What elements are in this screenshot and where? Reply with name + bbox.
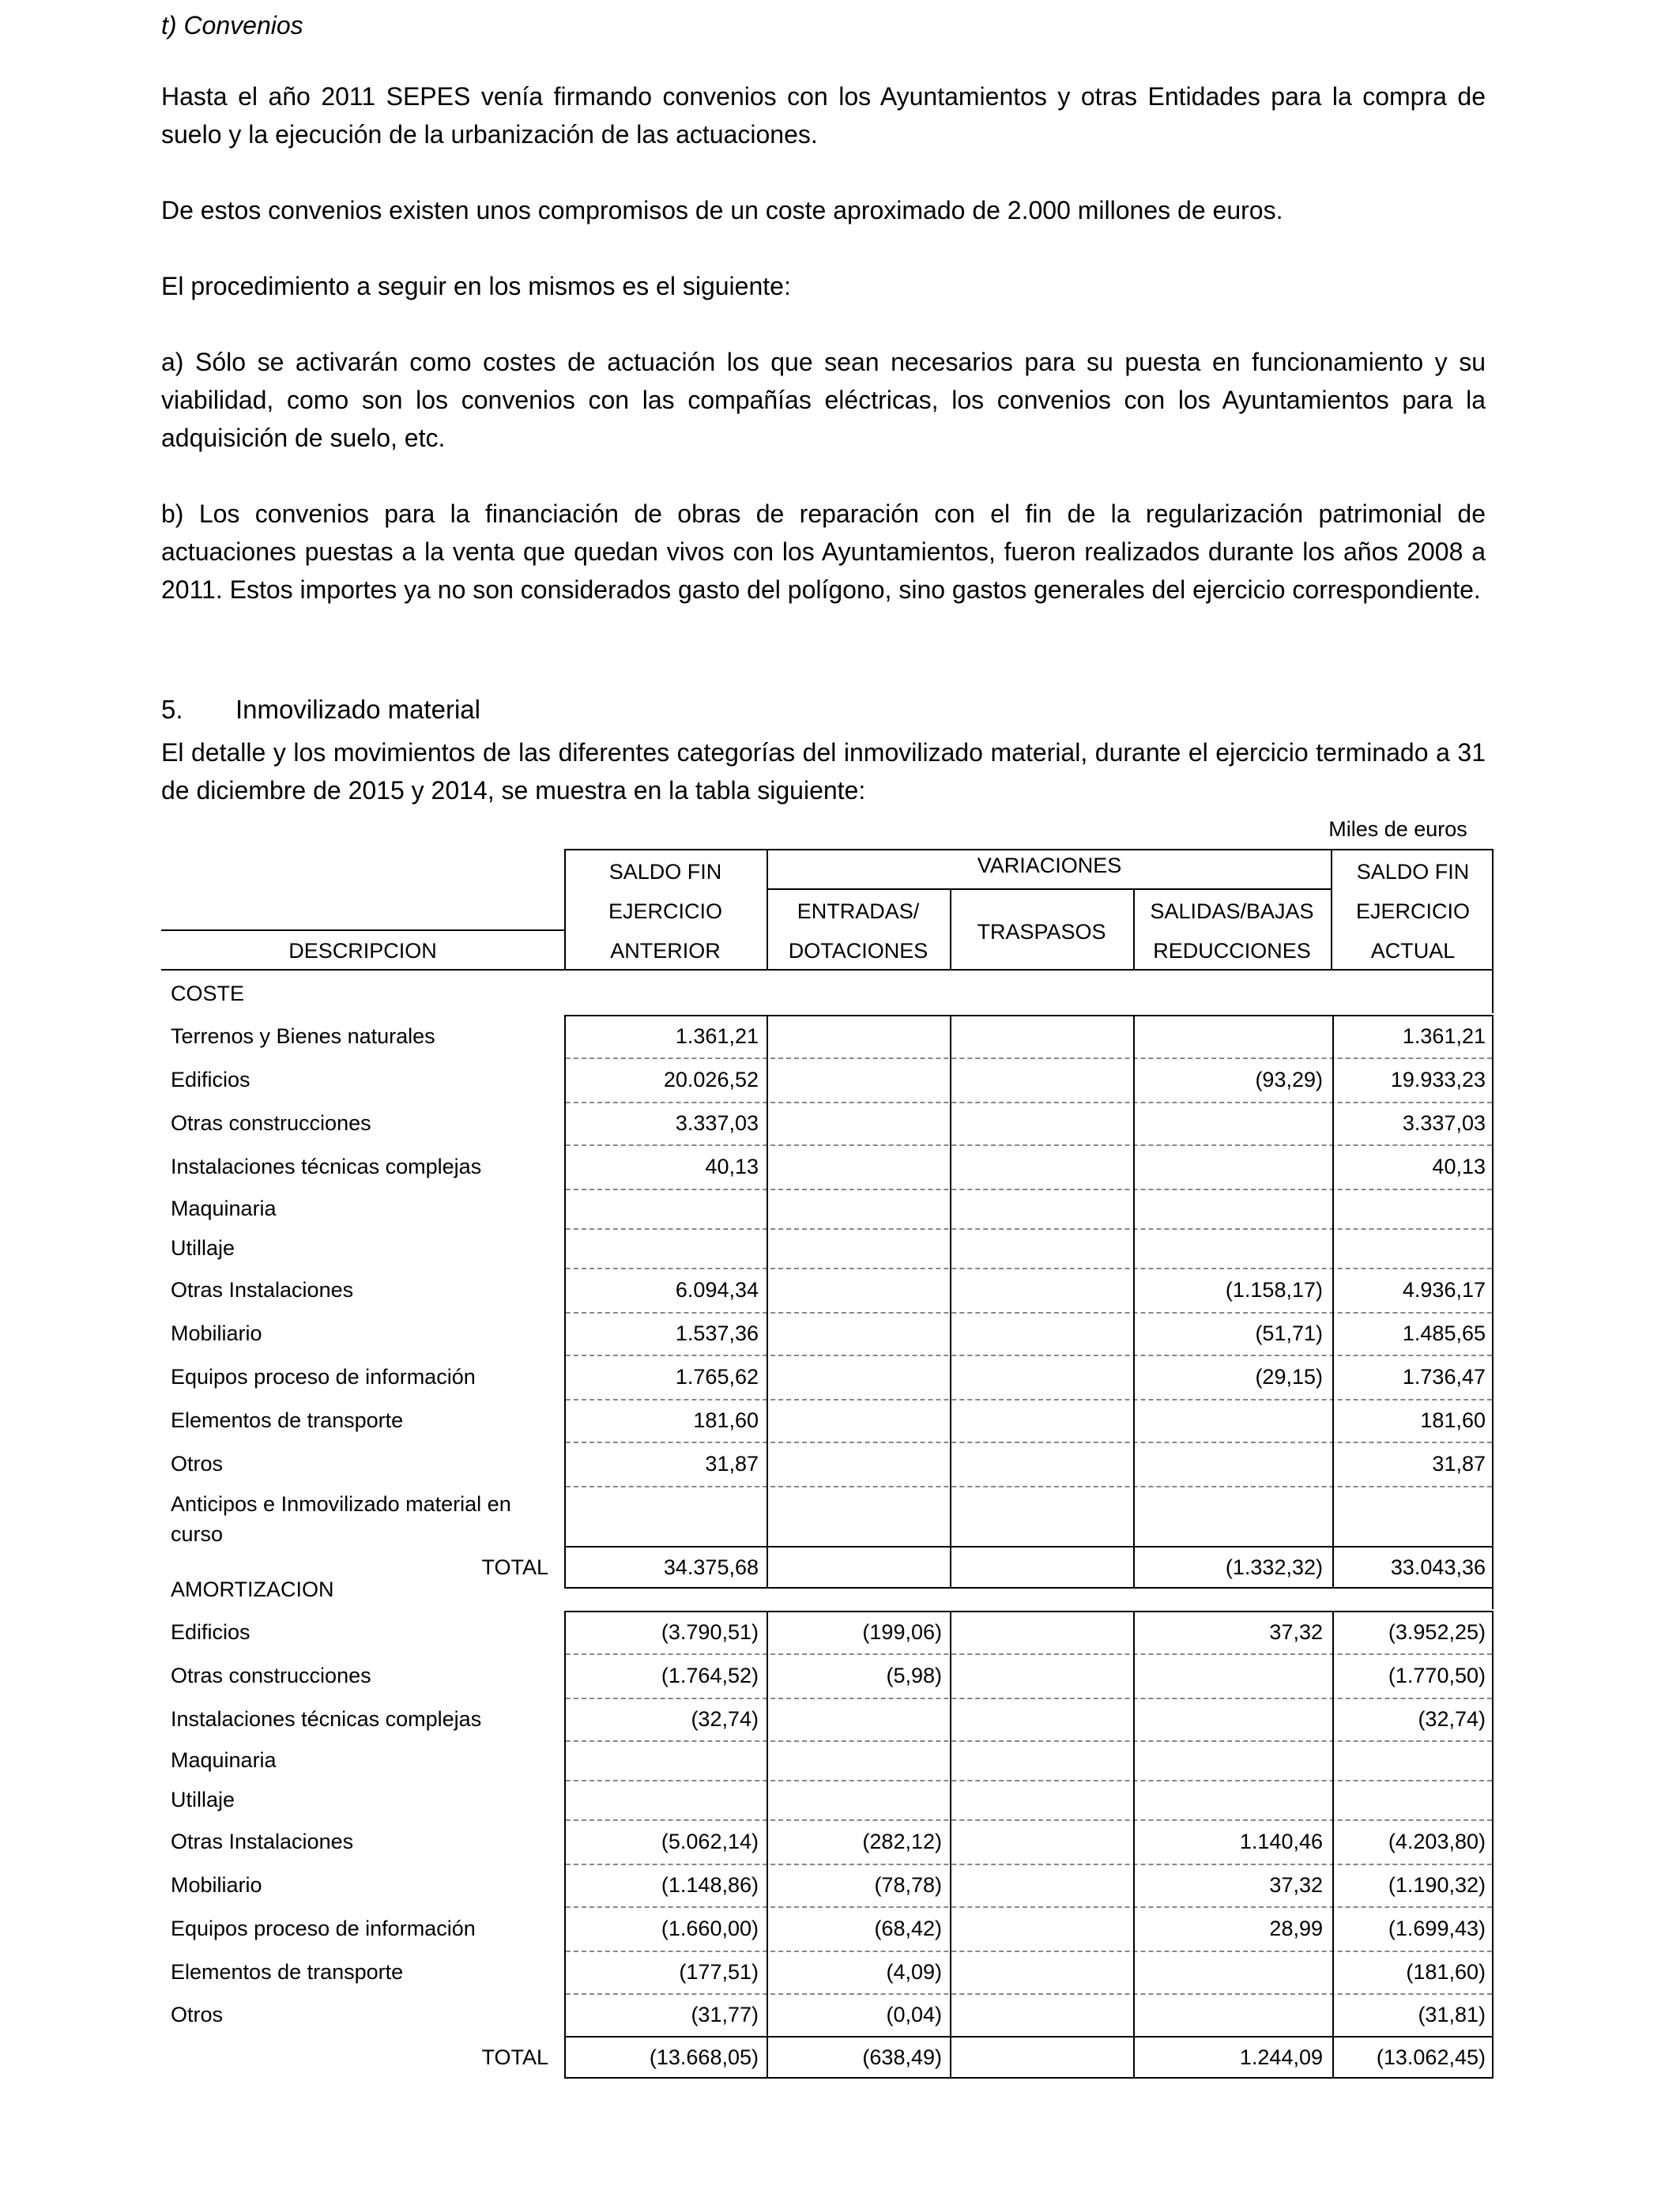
cell-ant: (3.790,51) — [661, 1620, 759, 1644]
cell-ant: 1.537,36 — [675, 1321, 759, 1345]
table-unit-label: Miles de euros — [1328, 817, 1467, 841]
cell-ant: 3.337,03 — [675, 1111, 759, 1135]
total-cell-act: 33.043,36 — [1390, 1555, 1486, 1579]
column-divider — [950, 1015, 951, 1589]
total-divider — [564, 2036, 1494, 2038]
header-saldo-anterior-1: SALDO FIN — [608, 860, 722, 884]
total-cell-ant: (13.668,05) — [649, 2045, 759, 2069]
total-cell-ent: (638,49) — [862, 2045, 942, 2069]
header-entradas-1: ENTRADAS/ — [797, 899, 920, 923]
cell-act: 40,13 — [1432, 1155, 1486, 1178]
cell-act: 31,87 — [1432, 1452, 1486, 1476]
inmovilizado-table — [161, 849, 1494, 2101]
cell-ant: 20.026,52 — [663, 1068, 759, 1091]
header-saldo-actual-3: ACTUAL — [1370, 939, 1456, 963]
cell-act: (1.699,43) — [1388, 1917, 1486, 1940]
row-description: Mobiliario — [171, 1873, 262, 1897]
row-description: Elementos de transporte — [171, 1960, 404, 1984]
section-heading — [161, 691, 480, 729]
row-description: Edificios — [171, 1620, 250, 1644]
row-description: Otras construcciones — [171, 1111, 371, 1135]
cell-act: 3.337,03 — [1402, 1111, 1486, 1135]
total-label: TOTAL — [481, 2045, 548, 2069]
row-description: Otras construcciones — [171, 1664, 371, 1687]
total-cell-sal: 1.244,09 — [1239, 2045, 1323, 2069]
header-descripcion: DESCRIPCION — [288, 939, 437, 963]
header-variaciones: VARIACIONES — [977, 854, 1122, 877]
cell-ant: (1.764,52) — [661, 1664, 759, 1687]
header-saldo-actual-1: SALDO FIN — [1356, 860, 1470, 884]
paragraph-convenios-intro: Hasta el año 2011 SEPES venía firmando convenios con los Ayuntamientos y otras Entidades para la compra de suelo y la ejecución de la urbanización de las actuaciones. — [161, 82, 1486, 149]
column-divider — [1332, 1015, 1334, 1589]
cell-ant: 1.765,62 — [675, 1365, 759, 1389]
paragraph-compromisos: De estos convenios existen unos compromisos de un coste aproximado de 2.000 millones de euros. — [161, 196, 1283, 224]
cell-ent: (5,98) — [886, 1664, 942, 1687]
cell-act: (1.770,50) — [1388, 1664, 1486, 1687]
cell-ant: (5.062,14) — [661, 1830, 759, 1853]
section-coste-label: COSTE — [171, 982, 245, 1005]
row-description: Instalaciones técnicas complejas — [171, 1155, 482, 1178]
column-divider — [767, 1611, 768, 2079]
cell-ent: (0,04) — [886, 2003, 942, 2026]
cell-ent: (78,78) — [874, 1873, 942, 1897]
cell-act: (1.190,32) — [1388, 1873, 1486, 1897]
cell-act: (181,60) — [1406, 1960, 1486, 1984]
cell-sal: 37,32 — [1269, 1873, 1323, 1897]
section-amortizacion-label: AMORTIZACION — [171, 1578, 334, 1601]
section-number: 5. — [161, 695, 183, 724]
header-salidas-2: REDUCCIONES — [1153, 939, 1311, 963]
cell-ant: (1.660,00) — [661, 1917, 759, 1940]
total-divider — [564, 1546, 1494, 1547]
cell-act: 4.936,17 — [1402, 1278, 1486, 1302]
header-saldo-actual-2: EJERCICIO — [1355, 899, 1471, 923]
row-description: Mobiliario — [171, 1321, 262, 1345]
row-description: Otras Instalaciones — [171, 1278, 354, 1302]
cell-act: 1.485,65 — [1402, 1321, 1486, 1345]
paragraph-table-intro: El detalle y los movimientos de las diferentes categorías del inmovilizado material, durante el ejercicio terminado a 31 de diciembre de 2015 y 2014, se muestra en la tabla siguiente: — [161, 738, 1486, 805]
section-title: Inmovilizado material — [235, 695, 480, 724]
header-traspasos: TRASPASOS — [977, 920, 1106, 944]
row-description: Otros — [171, 1452, 224, 1476]
cell-ant: 181,60 — [693, 1408, 759, 1432]
cell-act: (32,74) — [1418, 1707, 1486, 1731]
cell-act: 1.361,21 — [1402, 1024, 1486, 1048]
header-saldo-anterior-2: EJERCICIO — [608, 899, 723, 923]
row-description: Maquinaria — [171, 1197, 277, 1220]
column-divider — [1133, 1611, 1135, 2079]
cell-sal: (51,71) — [1255, 1321, 1323, 1345]
column-divider — [1133, 1015, 1135, 1589]
column-divider — [1332, 1611, 1334, 2079]
subsection-heading: t) Convenios — [161, 11, 303, 40]
cell-ant: 6.094,34 — [675, 1278, 759, 1302]
paragraph-item-a: a) Sólo se activarán como costes de actuación los que sean necesarios para su puesta en funcionamiento y su viabilidad, como son los convenios con las compañías eléctricas, los convenios con los Ayuntamientos para la adquisición de suelo, etc. — [161, 348, 1486, 452]
cell-ant: (32,74) — [691, 1707, 759, 1731]
cell-ant: (1.148,86) — [661, 1873, 759, 1897]
cell-sal: (1.158,17) — [1225, 1278, 1323, 1302]
paragraph-item-b: b) Los convenios para la financiación de obras de reparación con el fin de la regularización patrimonial de actuaciones puestas a la venta que quedan vivos con los Ayuntamientos, fueron realizados durante los años 2008 a 2011. Estos importes ya no son considerados gasto del polígono, sino gastos generales del ejercicio correspondiente. — [161, 499, 1486, 604]
cell-ent: (199,06) — [862, 1620, 942, 1644]
row-description: Instalaciones técnicas complejas — [171, 1707, 482, 1731]
row-description: Edificios — [171, 1068, 250, 1091]
body-frame — [564, 1611, 1494, 2079]
cell-ant: 40,13 — [705, 1155, 759, 1178]
total-cell-sal: (1.332,32) — [1225, 1555, 1323, 1579]
cell-ant: (31,77) — [691, 2003, 759, 2026]
cell-act: 19.933,23 — [1390, 1068, 1486, 1091]
cell-act: (4.203,80) — [1388, 1830, 1486, 1853]
row-description: Equipos proceso de información — [171, 1917, 476, 1940]
header-saldo-anterior-3: ANTERIOR — [610, 939, 721, 963]
cell-sal: (93,29) — [1255, 1068, 1323, 1091]
cell-ant: (177,51) — [679, 1960, 759, 1984]
cell-ent: (282,12) — [862, 1830, 942, 1853]
row-description: Equipos proceso de información — [171, 1365, 476, 1389]
row-description: Terrenos y Bienes naturales — [171, 1024, 435, 1048]
row-description: Utillaje — [171, 1236, 235, 1260]
cell-ent: (4,09) — [886, 1960, 942, 1984]
total-cell-ant: 34.375,68 — [663, 1555, 759, 1579]
cell-sal: 28,99 — [1269, 1917, 1323, 1940]
cell-ant: 31,87 — [705, 1452, 759, 1476]
body-frame — [564, 1015, 1494, 1589]
header-entradas-2: DOTACIONES — [788, 939, 929, 963]
cell-act: 1.736,47 — [1402, 1365, 1486, 1389]
cell-sal: (29,15) — [1255, 1365, 1323, 1389]
cell-sal: 37,32 — [1269, 1620, 1323, 1644]
row-description: Anticipos e Inmovilizado material en curso — [171, 1492, 511, 1546]
header-salidas-1: SALIDAS/BAJAS — [1150, 899, 1314, 923]
row-description: Otras Instalaciones — [171, 1830, 354, 1853]
cell-ent: (68,42) — [874, 1917, 942, 1940]
cell-act: (3.952,25) — [1388, 1620, 1486, 1644]
total-cell-act: (13.062,45) — [1376, 2045, 1486, 2069]
row-description: Elementos de transporte — [171, 1408, 404, 1432]
row-description: Maquinaria — [171, 1748, 277, 1772]
cell-act: (31,81) — [1418, 2003, 1486, 2026]
row-description: Otros — [171, 2003, 224, 2026]
paragraph-procedimiento: El procedimiento a seguir en los mismos es el siguiente: — [161, 272, 791, 300]
cell-sal: 1.140,46 — [1239, 1830, 1323, 1853]
total-label: TOTAL — [481, 1555, 548, 1579]
column-divider — [950, 1611, 951, 2079]
cell-ant: 1.361,21 — [675, 1024, 759, 1048]
cell-act: 181,60 — [1420, 1408, 1486, 1432]
column-divider — [767, 1015, 768, 1589]
row-description: Utillaje — [171, 1788, 235, 1811]
